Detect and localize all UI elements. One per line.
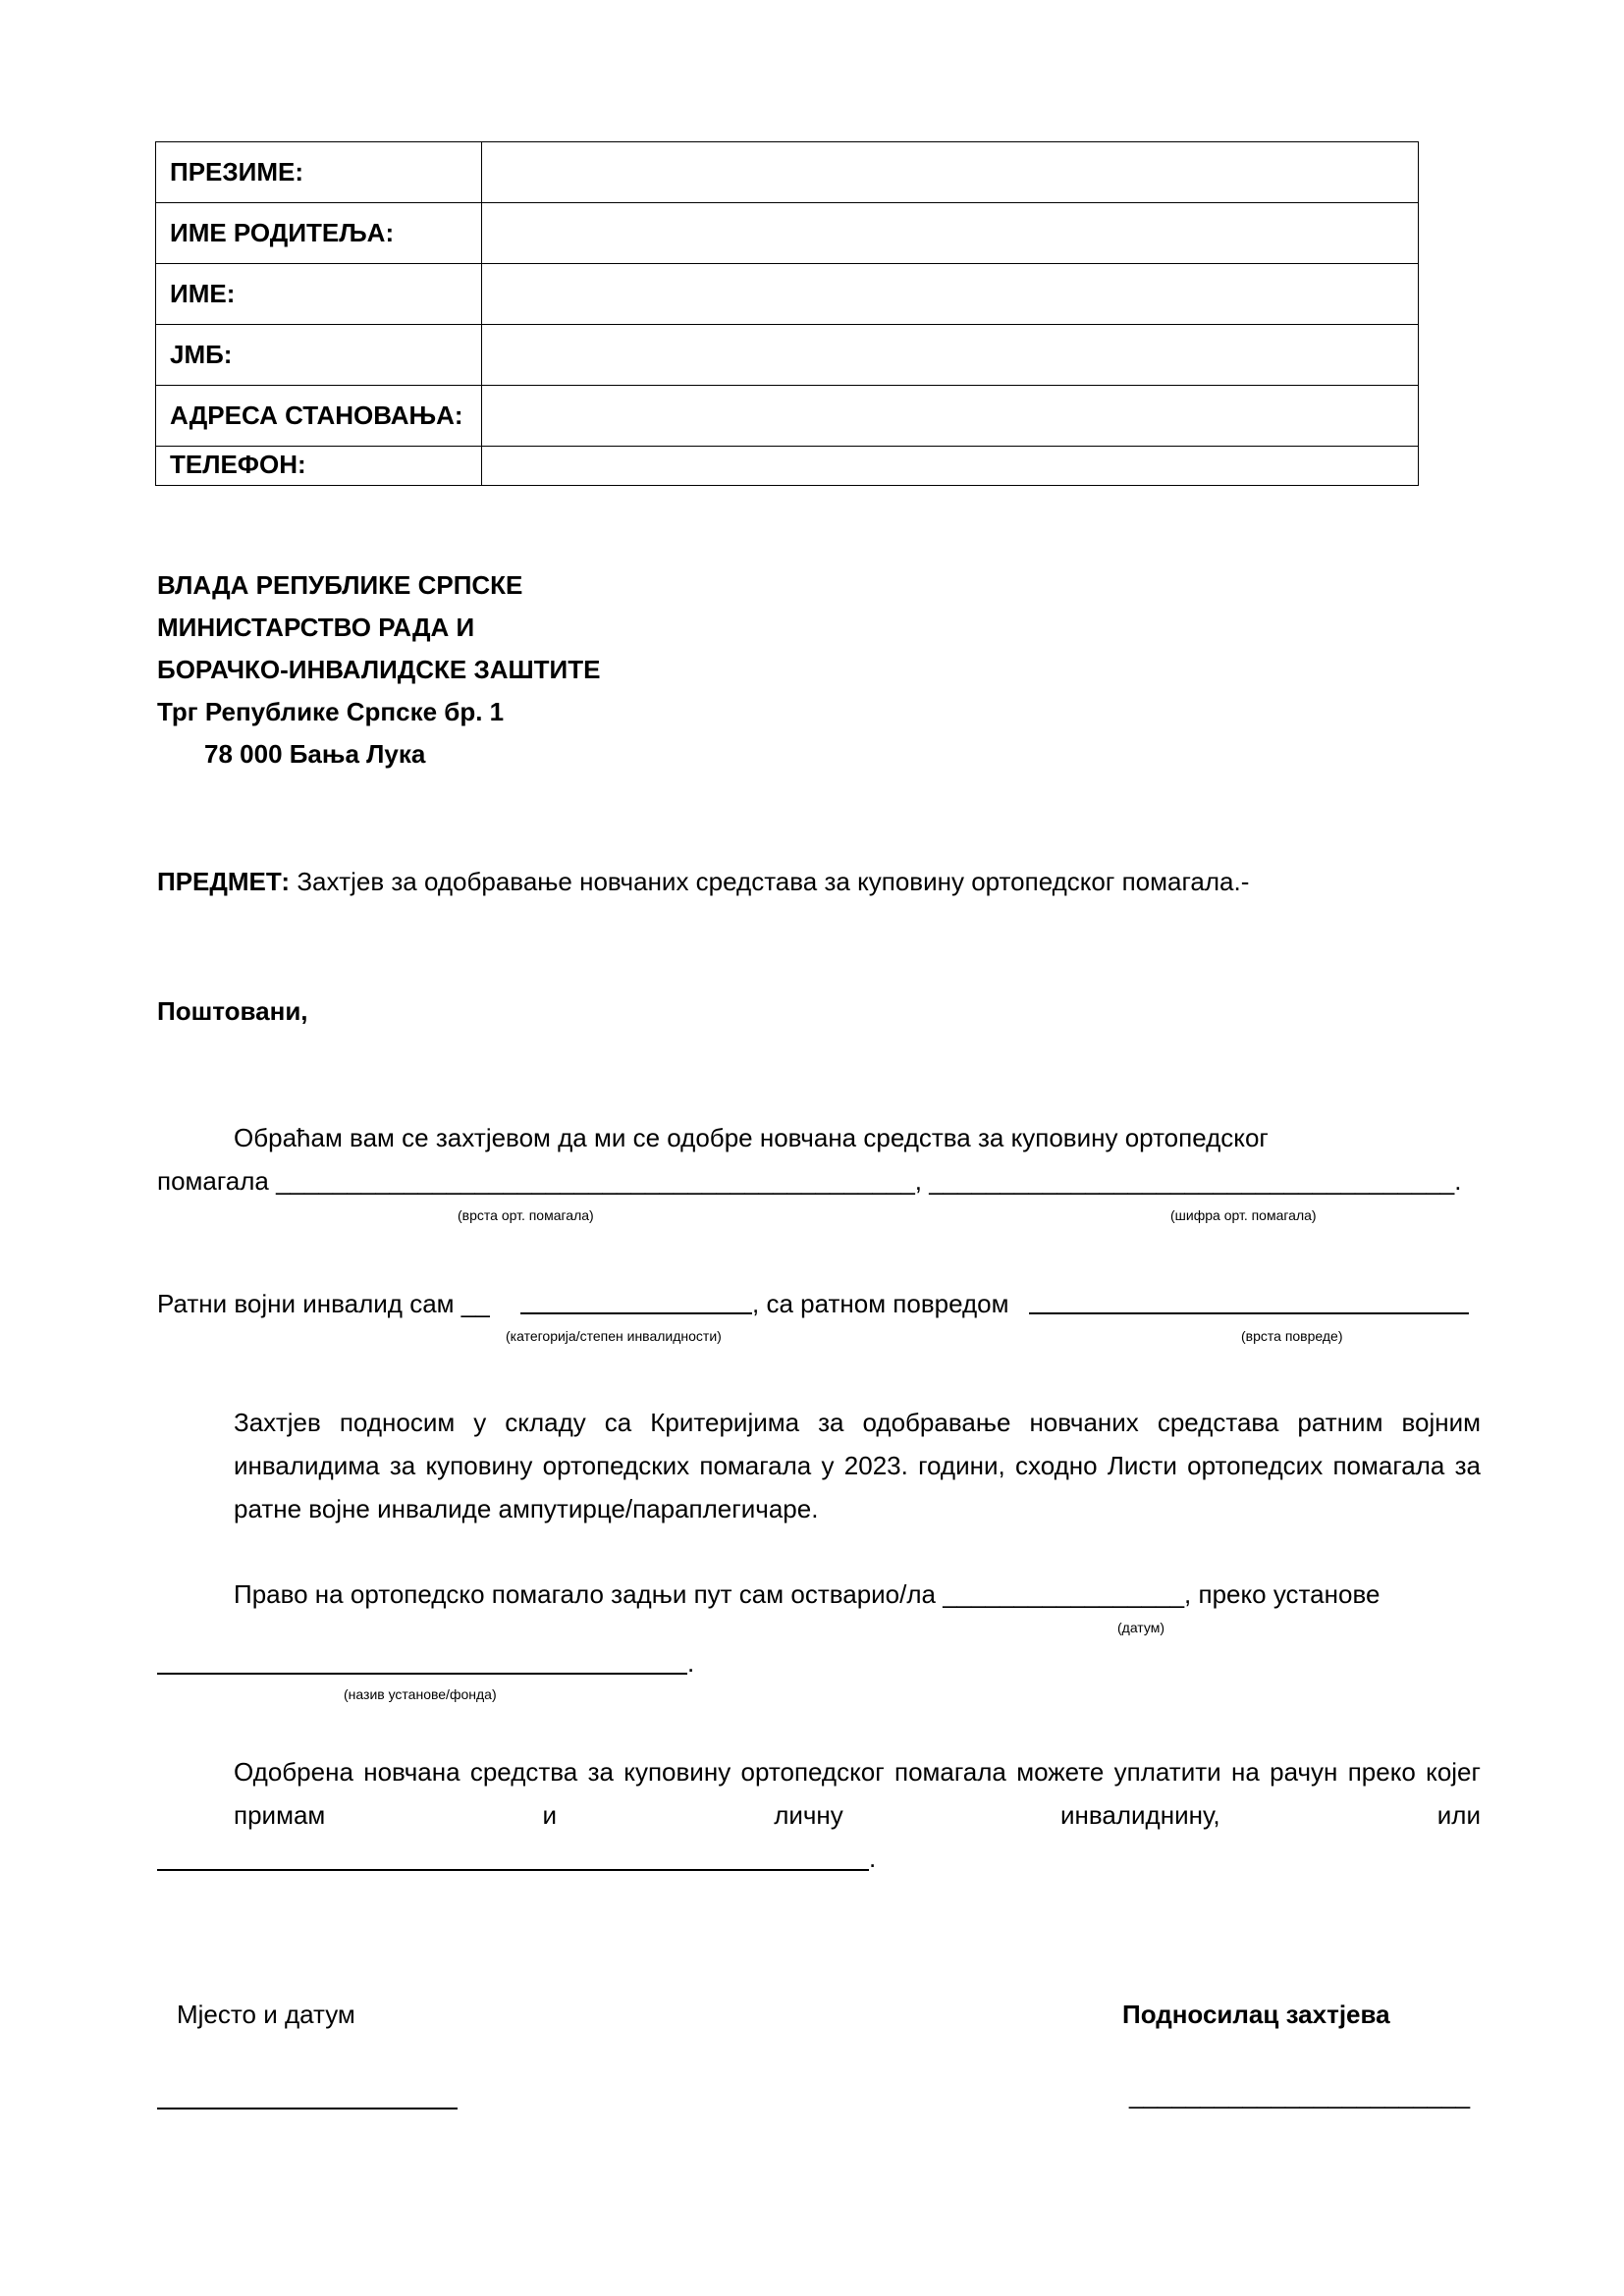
subject-line (157, 860, 1249, 903)
jmb-label: ЈМБ: (156, 325, 482, 386)
p1-hint-aid-type: (врста орт. помагала) (458, 1207, 594, 1223)
p2-mid: , са ратном повредом (752, 1289, 1009, 1318)
applicant-label: Подносилац захтјева (1122, 2000, 1390, 2029)
p1-hint-aid-code: (шифра орт. помагала) (1170, 1207, 1317, 1223)
table-row (156, 325, 1419, 386)
p5-paragraph (157, 1750, 1481, 1837)
recipient-address (157, 564, 600, 775)
parent-name-label: ИМЕ РОДИТЕЉА: (156, 203, 482, 264)
p4-hint-institution: (назив установе/фонда) (344, 1686, 497, 1702)
place-date-line[interactable] (157, 2108, 458, 2109)
phone-label: ТЕЛЕФОН: (156, 447, 482, 486)
subject-text: Захтјев за одобравање новчаних средстава за куповину ортопедског помагала.- (290, 867, 1250, 896)
injury-type-line[interactable] (1029, 1312, 1469, 1314)
p4-hint-date: (датум) (1117, 1620, 1165, 1635)
table-row (156, 386, 1419, 447)
p1-line1: Обраћам вам се захтјевом да ми се одобре новчана средства за куповину ортопедског (234, 1123, 1269, 1152)
applicant-signature-line[interactable]: ________________________ (1129, 2080, 1471, 2109)
p5-text: Одобрена новчана средства за куповину ортопедског помагала можете уплатити на рачун преко којег примам и личну инвалиднину, или (234, 1757, 1481, 1830)
p2-hint-injury: (врста повреде) (1241, 1328, 1343, 1344)
first-name-field[interactable] (482, 264, 1419, 325)
address-field[interactable] (482, 386, 1419, 447)
institution-line[interactable] (157, 1673, 687, 1675)
p5-end: . (869, 1843, 877, 1873)
p1-line2: помагала _____________________________________________, _____________________________________. (157, 1166, 1462, 1196)
first-name-label: ИМЕ: (156, 264, 482, 325)
p2-hint-category: (категорија/степен инвалидности) (506, 1328, 722, 1344)
phone-field[interactable] (482, 447, 1419, 486)
recipient-line: БОРАЧКО-ИНВАЛИДСКЕ ЗАШТИТЕ (157, 655, 601, 684)
table-row (156, 447, 1419, 486)
table-row (156, 142, 1419, 203)
recipient-line: ВЛАДА РЕПУБЛИКЕ СРПСКЕ (157, 570, 523, 600)
account-line[interactable] (157, 1869, 869, 1871)
surname-label: ПРЕЗИМЕ: (156, 142, 482, 203)
p3-paragraph (157, 1401, 1481, 1530)
recipient-line: МИНИСТАРСТВО РАДА И (157, 613, 475, 642)
surname-field[interactable] (482, 142, 1419, 203)
parent-name-field[interactable] (482, 203, 1419, 264)
greeting: Поштовани, (157, 996, 308, 1026)
recipient-line: Трг Републике Српске бр. 1 (157, 697, 505, 726)
table-row (156, 203, 1419, 264)
p4-end: . (687, 1648, 695, 1678)
p4-text: Право на ортопедско помагало задњи пут сам остварио/ла _________________, преко установе (234, 1579, 1380, 1609)
recipient-line: 78 000 Бања Лука (204, 739, 426, 769)
personal-data-table (155, 141, 1419, 486)
p2-prefix: Ратни војни инвалид сам __ (157, 1289, 490, 1318)
p3-text: Захтјев подносим у складу са Критеријима за одобравање новчаних средстава ратним војним инвалидима за куповину ортопедских помагала у 2023. години, сходно Листи ортопедсих помагала за ратне војне инвалиде ампутирце/параплегичаре. (234, 1408, 1481, 1523)
place-date-label: Мјесто и датум (177, 2000, 355, 2029)
disability-category-line[interactable] (520, 1312, 752, 1314)
address-label: АДРЕСА СТАНОВАЊА: (156, 386, 482, 447)
table-row (156, 264, 1419, 325)
subject-label: ПРЕДМЕТ: (157, 867, 291, 896)
jmb-field[interactable] (482, 325, 1419, 386)
